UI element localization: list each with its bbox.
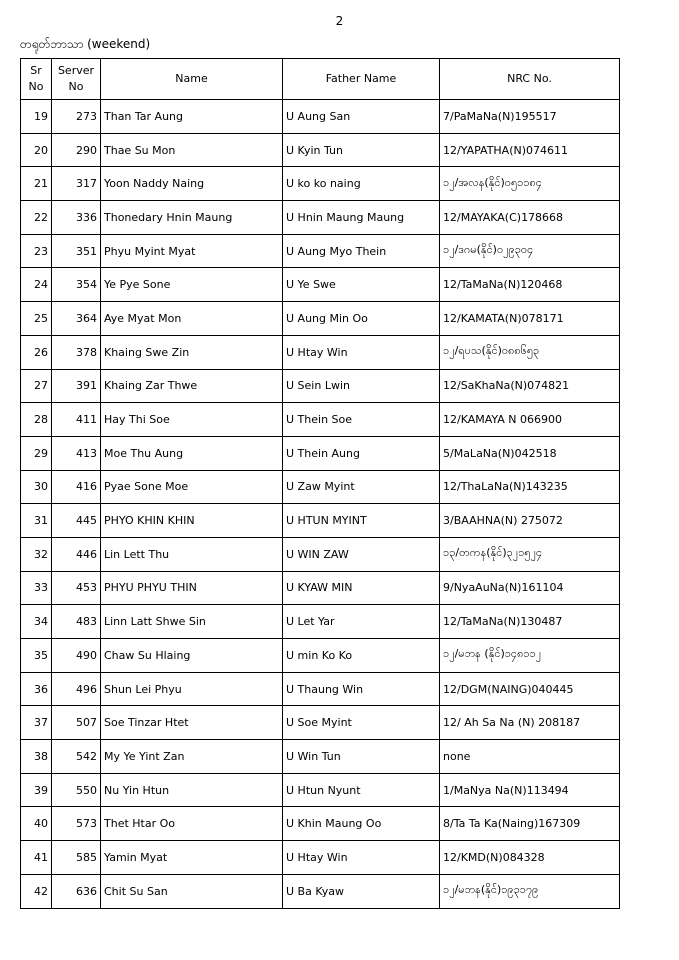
table-row (21, 470, 620, 504)
cell-name: Yamin Myat (101, 841, 283, 875)
table-row (21, 167, 620, 201)
table-row (21, 100, 620, 134)
cell-father-name: U Aung San (283, 100, 440, 134)
cell-server-no: 351 (52, 234, 101, 268)
cell-name: Moe Thu Aung (101, 436, 283, 470)
cell-sr-no: 29 (21, 436, 52, 470)
cell-father-name: U Ye Swe (283, 268, 440, 302)
cell-name: Linn Latt Shwe Sin (101, 605, 283, 639)
cell-nrc-no: 12/KAMAYA N 066900 (440, 403, 620, 437)
cell-nrc-no: 12/DGM(NAING)040445 (440, 672, 620, 706)
cell-name: Soe Tinzar Htet (101, 706, 283, 740)
cell-name: Ye Pye Sone (101, 268, 283, 302)
cell-server-no: 354 (52, 268, 101, 302)
table-row (21, 234, 620, 268)
header-server-line1: Server (57, 64, 95, 77)
table-row (21, 335, 620, 369)
cell-server-no: 507 (52, 706, 101, 740)
cell-sr-no: 26 (21, 335, 52, 369)
cell-nrc-no: ၁၂/ရပသ(နိုင်)၀၈၈၆၅၃ (440, 335, 620, 369)
cell-name: Lin Lett Thu (101, 537, 283, 571)
table-row (21, 773, 620, 807)
cell-sr-no: 37 (21, 706, 52, 740)
header-sr-no (21, 59, 52, 100)
cell-father-name: U Khin Maung Oo (283, 807, 440, 841)
cell-nrc-no: 12/KAMATA(N)078171 (440, 302, 620, 336)
student-table (20, 58, 620, 909)
cell-server-no: 453 (52, 571, 101, 605)
cell-name: PHYO KHIN KHIN (101, 504, 283, 538)
cell-nrc-no: 12/YAPATHA(N)074611 (440, 133, 620, 167)
cell-father-name: U min Ko Ko (283, 639, 440, 673)
cell-server-no: 391 (52, 369, 101, 403)
cell-server-no: 490 (52, 639, 101, 673)
table-row (21, 302, 620, 336)
cell-nrc-no: 8/Ta Ta Ka(Naing)167309 (440, 807, 620, 841)
cell-server-no: 446 (52, 537, 101, 571)
cell-father-name: U Htun Nyunt (283, 773, 440, 807)
cell-server-no: 445 (52, 504, 101, 538)
cell-father-name: U Thaung Win (283, 672, 440, 706)
cell-father-name: U Aung Myo Thein (283, 234, 440, 268)
cell-name: Than Tar Aung (101, 100, 283, 134)
cell-server-no: 573 (52, 807, 101, 841)
cell-server-no: 273 (52, 100, 101, 134)
cell-server-no: 636 (52, 874, 101, 908)
cell-server-no: 550 (52, 773, 101, 807)
table-row (21, 807, 620, 841)
table-row (21, 841, 620, 875)
cell-name: PHYU PHYU THIN (101, 571, 283, 605)
cell-name: Khaing Swe Zin (101, 335, 283, 369)
cell-sr-no: 40 (21, 807, 52, 841)
table-row (21, 268, 620, 302)
cell-sr-no: 30 (21, 470, 52, 504)
cell-server-no: 416 (52, 470, 101, 504)
cell-sr-no: 20 (21, 133, 52, 167)
table-row (21, 672, 620, 706)
cell-nrc-no: 3/BAAHNA(N) 275072 (440, 504, 620, 538)
cell-nrc-no: 5/MaLaNa(N)042518 (440, 436, 620, 470)
cell-father-name: U Thein Soe (283, 403, 440, 437)
header-father-name: Father Name (283, 59, 440, 100)
cell-name: Phyu Myint Myat (101, 234, 283, 268)
cell-sr-no: 23 (21, 234, 52, 268)
cell-nrc-no: 12/KMD(N)084328 (440, 841, 620, 875)
header-server-no (52, 59, 101, 100)
cell-server-no: 411 (52, 403, 101, 437)
cell-name: Khaing Zar Thwe (101, 369, 283, 403)
table-row (21, 740, 620, 774)
cell-name: Yoon Naddy Naing (101, 167, 283, 201)
cell-name: Aye Myat Mon (101, 302, 283, 336)
cell-father-name: U Soe Myint (283, 706, 440, 740)
cell-sr-no: 31 (21, 504, 52, 538)
cell-nrc-no: ၁၂/မဘန(နိုင်)၁၉၃၁၇၉ (440, 874, 620, 908)
cell-father-name: U Thein Aung (283, 436, 440, 470)
cell-server-no: 496 (52, 672, 101, 706)
table-row (21, 874, 620, 908)
table-row (21, 201, 620, 235)
cell-server-no: 364 (52, 302, 101, 336)
cell-sr-no: 38 (21, 740, 52, 774)
cell-nrc-no: 12/TaMaNa(N)120468 (440, 268, 620, 302)
cell-sr-no: 25 (21, 302, 52, 336)
cell-name: Thae Su Mon (101, 133, 283, 167)
cell-father-name: U Let Yar (283, 605, 440, 639)
cell-nrc-no: none (440, 740, 620, 774)
cell-sr-no: 42 (21, 874, 52, 908)
table-row (21, 504, 620, 538)
table-row (21, 706, 620, 740)
header-sr-line1: Sr (30, 64, 42, 77)
cell-server-no: 317 (52, 167, 101, 201)
cell-father-name: U HTUN MYINT (283, 504, 440, 538)
cell-nrc-no: ၁၂/အလန(နိုင်)၀၅၁၁၈၄ (440, 167, 620, 201)
cell-sr-no: 39 (21, 773, 52, 807)
cell-sr-no: 27 (21, 369, 52, 403)
cell-father-name: U Hnin Maung Maung (283, 201, 440, 235)
table-row (21, 537, 620, 571)
cell-father-name: U Htay Win (283, 841, 440, 875)
page-heading: တရုတ်ဘာသာ (weekend) (20, 37, 151, 51)
page-number: 2 (335, 14, 344, 28)
cell-name: Hay Thi Soe (101, 403, 283, 437)
cell-nrc-no: 12/ThaLaNa(N)143235 (440, 470, 620, 504)
cell-server-no: 290 (52, 133, 101, 167)
table-row (21, 369, 620, 403)
cell-nrc-no: 12/ Ah Sa Na (N) 208187 (440, 706, 620, 740)
cell-name: Pyae Sone Moe (101, 470, 283, 504)
cell-server-no: 585 (52, 841, 101, 875)
cell-sr-no: 19 (21, 100, 52, 134)
header-server-line2: No (68, 80, 84, 93)
header-name: Name (101, 59, 283, 100)
cell-sr-no: 41 (21, 841, 52, 875)
cell-father-name: U Ba Kyaw (283, 874, 440, 908)
cell-name: My Ye Yint Zan (101, 740, 283, 774)
cell-name: Nu Yin Htun (101, 773, 283, 807)
table-row (21, 639, 620, 673)
cell-sr-no: 24 (21, 268, 52, 302)
cell-sr-no: 22 (21, 201, 52, 235)
cell-nrc-no: ၁၂/မဘန (နိုင်)၁၄၈၁၁၂ (440, 639, 620, 673)
cell-sr-no: 33 (21, 571, 52, 605)
cell-nrc-no: 7/PaMaNa(N)195517 (440, 100, 620, 134)
cell-name: Chit Su San (101, 874, 283, 908)
cell-nrc-no: 12/TaMaNa(N)130487 (440, 605, 620, 639)
cell-father-name: U WIN ZAW (283, 537, 440, 571)
cell-name: Shun Lei Phyu (101, 672, 283, 706)
cell-father-name: U Sein Lwin (283, 369, 440, 403)
cell-sr-no: 36 (21, 672, 52, 706)
table-row (21, 403, 620, 437)
cell-name: Thonedary Hnin Maung (101, 201, 283, 235)
cell-nrc-no: ၁၃/တကန(နိုင်)၃၂၁၅၂၄ (440, 537, 620, 571)
table-row (21, 133, 620, 167)
cell-server-no: 378 (52, 335, 101, 369)
cell-sr-no: 32 (21, 537, 52, 571)
cell-father-name: U ko ko naing (283, 167, 440, 201)
table-row (21, 605, 620, 639)
header-nrc-no: NRC No. (440, 59, 620, 100)
cell-sr-no: 34 (21, 605, 52, 639)
cell-father-name: U Kyin Tun (283, 133, 440, 167)
table-row (21, 436, 620, 470)
cell-father-name: U Zaw Myint (283, 470, 440, 504)
cell-server-no: 336 (52, 201, 101, 235)
table-header-row (21, 59, 620, 100)
cell-server-no: 483 (52, 605, 101, 639)
header-sr-line2: No (28, 80, 44, 93)
cell-father-name: U Aung Min Oo (283, 302, 440, 336)
table-row (21, 571, 620, 605)
cell-server-no: 413 (52, 436, 101, 470)
cell-nrc-no: ၁၂/ဒဂမ(နိုင်)၀၂၉၃၀၄ (440, 234, 620, 268)
cell-name: Thet Htar Oo (101, 807, 283, 841)
cell-father-name: U Htay Win (283, 335, 440, 369)
cell-nrc-no: 9/NyaAuNa(N)161104 (440, 571, 620, 605)
cell-name: Chaw Su Hlaing (101, 639, 283, 673)
cell-sr-no: 35 (21, 639, 52, 673)
cell-nrc-no: 12/SaKhaNa(N)074821 (440, 369, 620, 403)
cell-sr-no: 28 (21, 403, 52, 437)
cell-sr-no: 21 (21, 167, 52, 201)
cell-nrc-no: 1/MaNya Na(N)113494 (440, 773, 620, 807)
cell-nrc-no: 12/MAYAKA(C)178668 (440, 201, 620, 235)
cell-father-name: U Win Tun (283, 740, 440, 774)
cell-server-no: 542 (52, 740, 101, 774)
cell-father-name: U KYAW MIN (283, 571, 440, 605)
